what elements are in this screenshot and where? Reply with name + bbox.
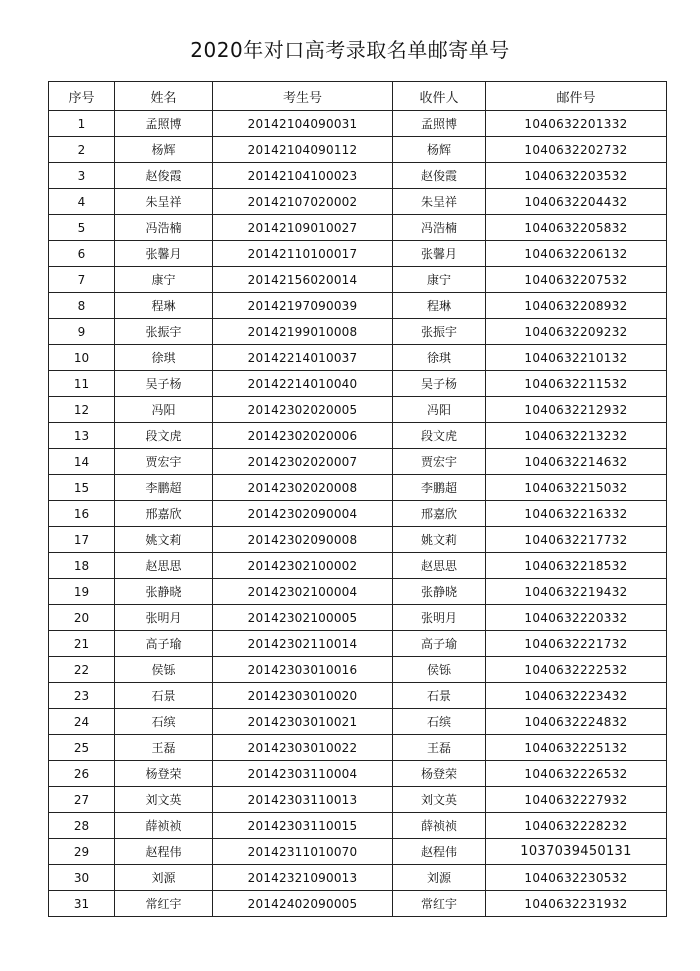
table-row bbox=[49, 241, 667, 267]
table-row bbox=[49, 709, 667, 735]
table-row bbox=[49, 813, 667, 839]
table-row bbox=[49, 787, 667, 813]
table-row bbox=[49, 839, 667, 865]
table-body bbox=[49, 111, 667, 917]
cell-name: 常红宇 bbox=[115, 891, 213, 917]
cell-index: 16 bbox=[49, 501, 115, 527]
cell-postal-number: 1040632205832 bbox=[486, 215, 667, 241]
cell-name: 薛祯祯 bbox=[115, 813, 213, 839]
cell-postal-number: 1037039450131 bbox=[486, 839, 667, 865]
cell-exam-number: 20142311010070 bbox=[213, 839, 393, 865]
table-row bbox=[49, 475, 667, 501]
cell-exam-number: 20142107020002 bbox=[213, 189, 393, 215]
table-row bbox=[49, 345, 667, 371]
cell-exam-number: 20142104090031 bbox=[213, 111, 393, 137]
table-row bbox=[49, 761, 667, 787]
cell-recipient: 康宁 bbox=[393, 267, 486, 293]
cell-recipient: 常红宇 bbox=[393, 891, 486, 917]
cell-index: 12 bbox=[49, 397, 115, 423]
cell-postal-number: 1040632214632 bbox=[486, 449, 667, 475]
table-row bbox=[49, 423, 667, 449]
cell-recipient: 贾宏宇 bbox=[393, 449, 486, 475]
table-row bbox=[49, 631, 667, 657]
cell-name: 姚文莉 bbox=[115, 527, 213, 553]
cell-index: 2 bbox=[49, 137, 115, 163]
cell-recipient: 张馨月 bbox=[393, 241, 486, 267]
cell-name: 张明月 bbox=[115, 605, 213, 631]
cell-recipient: 邢嘉欣 bbox=[393, 501, 486, 527]
cell-name: 张静晓 bbox=[115, 579, 213, 605]
cell-name: 段文虎 bbox=[115, 423, 213, 449]
cell-name: 贾宏宇 bbox=[115, 449, 213, 475]
cell-exam-number: 20142303010016 bbox=[213, 657, 393, 683]
cell-exam-number: 20142302100004 bbox=[213, 579, 393, 605]
cell-exam-number: 20142303010021 bbox=[213, 709, 393, 735]
table-header-row bbox=[49, 82, 667, 111]
table-row bbox=[49, 111, 667, 137]
cell-name: 王磊 bbox=[115, 735, 213, 761]
cell-exam-number: 20142109010027 bbox=[213, 215, 393, 241]
cell-recipient: 刘源 bbox=[393, 865, 486, 891]
cell-postal-number: 1040632219432 bbox=[486, 579, 667, 605]
cell-postal-number: 1040632212932 bbox=[486, 397, 667, 423]
cell-postal-number: 1040632217732 bbox=[486, 527, 667, 553]
header-name: 姓名 bbox=[115, 82, 213, 111]
cell-index: 22 bbox=[49, 657, 115, 683]
cell-postal-number: 1040632210132 bbox=[486, 345, 667, 371]
cell-name: 徐琪 bbox=[115, 345, 213, 371]
cell-postal-number: 1040632208932 bbox=[486, 293, 667, 319]
table-row bbox=[49, 189, 667, 215]
cell-index: 20 bbox=[49, 605, 115, 631]
cell-exam-number: 20142302020008 bbox=[213, 475, 393, 501]
cell-recipient: 吴子杨 bbox=[393, 371, 486, 397]
cell-index: 5 bbox=[49, 215, 115, 241]
cell-index: 14 bbox=[49, 449, 115, 475]
table-row bbox=[49, 137, 667, 163]
cell-name: 冯阳 bbox=[115, 397, 213, 423]
cell-index: 25 bbox=[49, 735, 115, 761]
cell-recipient: 段文虎 bbox=[393, 423, 486, 449]
cell-name: 高子瑜 bbox=[115, 631, 213, 657]
cell-name: 石景 bbox=[115, 683, 213, 709]
cell-exam-number: 20142104090112 bbox=[213, 137, 393, 163]
cell-name: 康宁 bbox=[115, 267, 213, 293]
cell-index: 6 bbox=[49, 241, 115, 267]
cell-name: 杨辉 bbox=[115, 137, 213, 163]
cell-recipient: 李鹏超 bbox=[393, 475, 486, 501]
header-index: 序号 bbox=[49, 82, 115, 111]
cell-index: 28 bbox=[49, 813, 115, 839]
table-row bbox=[49, 449, 667, 475]
cell-postal-number: 1040632226532 bbox=[486, 761, 667, 787]
cell-name: 邢嘉欣 bbox=[115, 501, 213, 527]
table-row bbox=[49, 397, 667, 423]
cell-recipient: 石景 bbox=[393, 683, 486, 709]
cell-recipient: 石缤 bbox=[393, 709, 486, 735]
table-row bbox=[49, 267, 667, 293]
table-row bbox=[49, 735, 667, 761]
cell-recipient: 赵俊霞 bbox=[393, 163, 486, 189]
cell-exam-number: 20142303010020 bbox=[213, 683, 393, 709]
cell-exam-number: 20142104100023 bbox=[213, 163, 393, 189]
document-title: 2020年对口高考录取名单邮寄单号 bbox=[190, 38, 510, 62]
cell-exam-number: 20142302020007 bbox=[213, 449, 393, 475]
cell-postal-number: 1040632227932 bbox=[486, 787, 667, 813]
cell-recipient: 程琳 bbox=[393, 293, 486, 319]
cell-postal-number: 1040632225132 bbox=[486, 735, 667, 761]
cell-postal-number: 1040632206132 bbox=[486, 241, 667, 267]
cell-name: 赵程伟 bbox=[115, 839, 213, 865]
cell-name: 吴子杨 bbox=[115, 371, 213, 397]
cell-name: 冯浩楠 bbox=[115, 215, 213, 241]
table-row bbox=[49, 527, 667, 553]
cell-index: 29 bbox=[49, 839, 115, 865]
cell-postal-number: 1040632218532 bbox=[486, 553, 667, 579]
cell-name: 李鹏超 bbox=[115, 475, 213, 501]
cell-name: 刘文英 bbox=[115, 787, 213, 813]
cell-recipient: 朱呈祥 bbox=[393, 189, 486, 215]
cell-recipient: 张静晓 bbox=[393, 579, 486, 605]
cell-exam-number: 20142156020014 bbox=[213, 267, 393, 293]
cell-exam-number: 20142214010037 bbox=[213, 345, 393, 371]
cell-postal-number: 1040632209232 bbox=[486, 319, 667, 345]
cell-postal-number: 1040632207532 bbox=[486, 267, 667, 293]
cell-postal-number: 1040632222532 bbox=[486, 657, 667, 683]
cell-index: 11 bbox=[49, 371, 115, 397]
admission-mailing-table bbox=[48, 81, 667, 917]
cell-recipient: 赵程伟 bbox=[393, 839, 486, 865]
cell-exam-number: 20142302110014 bbox=[213, 631, 393, 657]
cell-index: 30 bbox=[49, 865, 115, 891]
cell-index: 23 bbox=[49, 683, 115, 709]
cell-exam-number: 20142110100017 bbox=[213, 241, 393, 267]
table-row bbox=[49, 891, 667, 917]
cell-exam-number: 20142197090039 bbox=[213, 293, 393, 319]
cell-recipient: 冯浩楠 bbox=[393, 215, 486, 241]
header-postal-number: 邮件号 bbox=[486, 82, 667, 111]
cell-postal-number: 1040632202732 bbox=[486, 137, 667, 163]
cell-exam-number: 20142302100002 bbox=[213, 553, 393, 579]
cell-postal-number: 1040632211532 bbox=[486, 371, 667, 397]
cell-postal-number: 1040632231932 bbox=[486, 891, 667, 917]
cell-exam-number: 20142302090008 bbox=[213, 527, 393, 553]
table-row bbox=[49, 163, 667, 189]
cell-postal-number: 1040632223432 bbox=[486, 683, 667, 709]
table-row bbox=[49, 215, 667, 241]
cell-recipient: 杨登荣 bbox=[393, 761, 486, 787]
cell-recipient: 张振宇 bbox=[393, 319, 486, 345]
cell-recipient: 徐琪 bbox=[393, 345, 486, 371]
cell-exam-number: 20142402090005 bbox=[213, 891, 393, 917]
cell-exam-number: 20142303110013 bbox=[213, 787, 393, 813]
cell-name: 赵思思 bbox=[115, 553, 213, 579]
cell-exam-number: 20142321090013 bbox=[213, 865, 393, 891]
cell-postal-number: 1040632216332 bbox=[486, 501, 667, 527]
cell-exam-number: 20142214010040 bbox=[213, 371, 393, 397]
cell-name: 杨登荣 bbox=[115, 761, 213, 787]
table-row bbox=[49, 293, 667, 319]
cell-exam-number: 20142303110015 bbox=[213, 813, 393, 839]
table-row bbox=[49, 605, 667, 631]
cell-index: 4 bbox=[49, 189, 115, 215]
cell-recipient: 赵思思 bbox=[393, 553, 486, 579]
cell-postal-number: 1040632224832 bbox=[486, 709, 667, 735]
cell-postal-number: 1040632201332 bbox=[486, 111, 667, 137]
header-exam-number: 考生号 bbox=[213, 82, 393, 111]
cell-postal-number: 1040632230532 bbox=[486, 865, 667, 891]
cell-recipient: 杨辉 bbox=[393, 137, 486, 163]
cell-recipient: 冯阳 bbox=[393, 397, 486, 423]
table-row bbox=[49, 657, 667, 683]
cell-index: 27 bbox=[49, 787, 115, 813]
table-row bbox=[49, 371, 667, 397]
cell-index: 1 bbox=[49, 111, 115, 137]
cell-recipient: 侯铄 bbox=[393, 657, 486, 683]
cell-postal-number: 1040632221732 bbox=[486, 631, 667, 657]
table-row bbox=[49, 319, 667, 345]
cell-name: 侯铄 bbox=[115, 657, 213, 683]
cell-index: 24 bbox=[49, 709, 115, 735]
cell-name: 刘源 bbox=[115, 865, 213, 891]
cell-index: 18 bbox=[49, 553, 115, 579]
cell-recipient: 王磊 bbox=[393, 735, 486, 761]
cell-exam-number: 20142303010022 bbox=[213, 735, 393, 761]
cell-exam-number: 20142302100005 bbox=[213, 605, 393, 631]
cell-index: 7 bbox=[49, 267, 115, 293]
cell-exam-number: 20142303110004 bbox=[213, 761, 393, 787]
cell-recipient: 薛祯祯 bbox=[393, 813, 486, 839]
cell-postal-number: 1040632213232 bbox=[486, 423, 667, 449]
cell-index: 8 bbox=[49, 293, 115, 319]
cell-index: 15 bbox=[49, 475, 115, 501]
cell-postal-number: 1040632204432 bbox=[486, 189, 667, 215]
cell-postal-number: 1040632203532 bbox=[486, 163, 667, 189]
table-row bbox=[49, 683, 667, 709]
cell-exam-number: 20142199010008 bbox=[213, 319, 393, 345]
cell-recipient: 孟照博 bbox=[393, 111, 486, 137]
cell-exam-number: 20142302020005 bbox=[213, 397, 393, 423]
table-row bbox=[49, 553, 667, 579]
cell-name: 程琳 bbox=[115, 293, 213, 319]
cell-recipient: 刘文英 bbox=[393, 787, 486, 813]
cell-name: 孟照博 bbox=[115, 111, 213, 137]
cell-index: 19 bbox=[49, 579, 115, 605]
cell-name: 石缤 bbox=[115, 709, 213, 735]
table-row bbox=[49, 579, 667, 605]
cell-index: 17 bbox=[49, 527, 115, 553]
cell-exam-number: 20142302020006 bbox=[213, 423, 393, 449]
table-row bbox=[49, 501, 667, 527]
cell-recipient: 张明月 bbox=[393, 605, 486, 631]
cell-recipient: 姚文莉 bbox=[393, 527, 486, 553]
cell-name: 赵俊霞 bbox=[115, 163, 213, 189]
cell-exam-number: 20142302090004 bbox=[213, 501, 393, 527]
cell-name: 张振宇 bbox=[115, 319, 213, 345]
cell-name: 张馨月 bbox=[115, 241, 213, 267]
cell-postal-number: 1040632215032 bbox=[486, 475, 667, 501]
cell-index: 26 bbox=[49, 761, 115, 787]
header-recipient: 收件人 bbox=[393, 82, 486, 111]
cell-name: 朱呈祥 bbox=[115, 189, 213, 215]
table-row bbox=[49, 865, 667, 891]
cell-index: 10 bbox=[49, 345, 115, 371]
cell-postal-number: 1040632220332 bbox=[486, 605, 667, 631]
cell-postal-number: 1040632228232 bbox=[486, 813, 667, 839]
cell-index: 31 bbox=[49, 891, 115, 917]
cell-index: 13 bbox=[49, 423, 115, 449]
cell-recipient: 高子瑜 bbox=[393, 631, 486, 657]
cell-index: 21 bbox=[49, 631, 115, 657]
cell-index: 9 bbox=[49, 319, 115, 345]
cell-index: 3 bbox=[49, 163, 115, 189]
